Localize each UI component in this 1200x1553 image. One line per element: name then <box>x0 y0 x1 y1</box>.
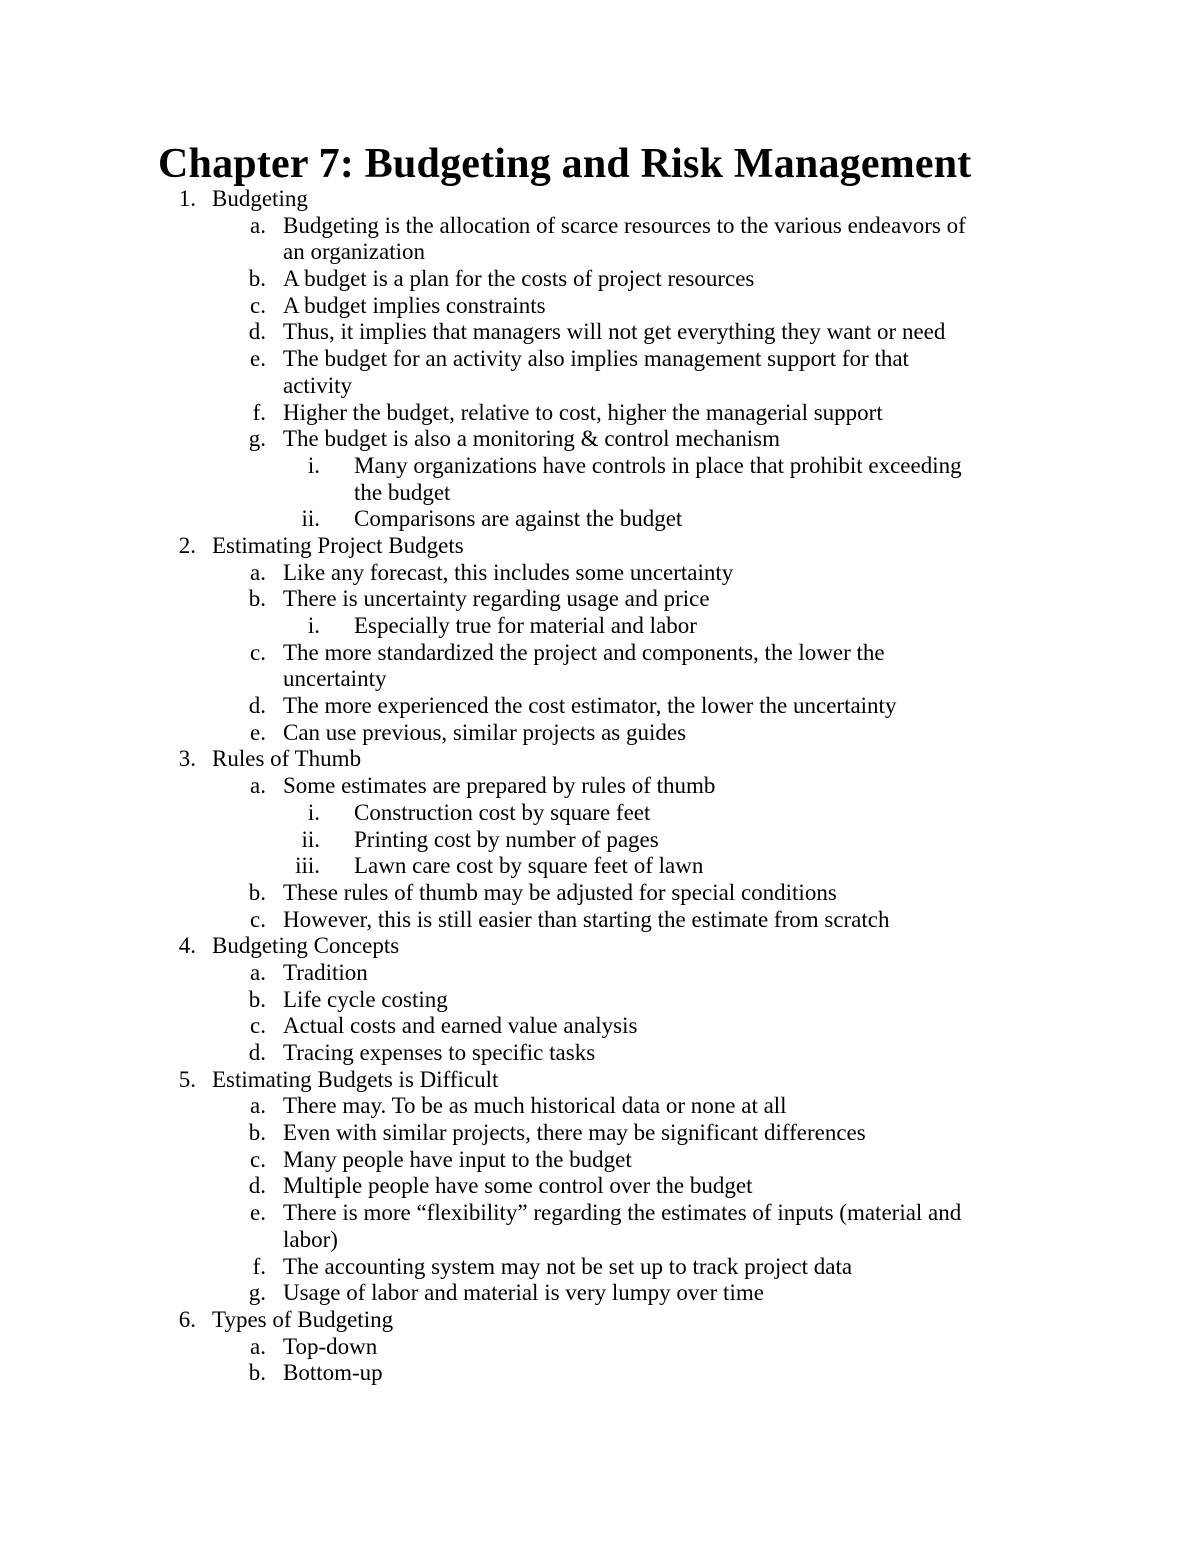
list-marker: 6. <box>178 1306 196 1332</box>
list-item-text: Budgeting Concepts <box>212 933 400 959</box>
outline-item-level-3 <box>0 453 1200 480</box>
list-item-text: Life cycle costing <box>283 986 448 1012</box>
outline-item-level-2 <box>0 266 1200 293</box>
outline-item-level-2 <box>0 773 1200 800</box>
list-item-text: the budget <box>354 479 451 505</box>
list-item-text: Tracing expenses to specific tasks <box>283 1040 596 1065</box>
outline-item-level-2 <box>0 586 1200 613</box>
list-item-text: Multiple people have some control over the budget <box>283 1173 753 1199</box>
list-item-text: Especially true for material and labor <box>354 613 697 638</box>
outline-item-level-2 <box>0 987 1200 1014</box>
list-marker: b. <box>248 1120 266 1146</box>
list-item-text: Printing cost by number of pages <box>354 826 659 852</box>
list-item-text: Usage of labor and material is very lumpy over time <box>283 1280 764 1306</box>
list-marker: i. <box>307 452 320 478</box>
list-item-text: Estimating Project Budgets <box>212 532 464 558</box>
outline-item-level-3 <box>0 827 1200 854</box>
outline-item-level-3 <box>0 480 1200 507</box>
outline-item-level-1 <box>0 933 1200 960</box>
list-item-text: Like any forecast, this includes some uncertainty <box>283 559 734 585</box>
list-marker: c. <box>250 292 266 318</box>
outline-item-level-2 <box>0 1254 1200 1281</box>
list-item-text: Estimating Budgets is Difficult <box>212 1066 499 1092</box>
outline-item-level-2 <box>0 373 1200 400</box>
outline-item-level-2 <box>0 400 1200 427</box>
list-marker: e. <box>250 1200 266 1226</box>
list-marker: d. <box>248 1173 266 1199</box>
list-marker: a. <box>250 1333 266 1359</box>
list-marker: c. <box>250 1146 266 1172</box>
list-marker: b. <box>248 879 266 905</box>
outline-item-level-2 <box>0 907 1200 934</box>
list-item-text: Some estimates are prepared by rules of thumb <box>283 773 716 799</box>
list-marker: b. <box>248 586 266 612</box>
list-marker: 2. <box>178 532 196 558</box>
outline-item-level-2 <box>0 666 1200 693</box>
list-item-text: Even with similar projects, there may be significant differences <box>283 1120 866 1146</box>
chapter-title: Chapter 7: Budgeting and Risk Management <box>158 141 972 187</box>
outline-item-level-2 <box>0 1040 1200 1067</box>
list-item-text: Rules of Thumb <box>212 746 362 772</box>
list-marker: 4. <box>178 933 196 959</box>
list-item-text: Many organizations have controls in place that prohibit exceeding <box>354 452 962 478</box>
outline-item-level-2 <box>0 560 1200 587</box>
list-marker: 1. <box>178 186 196 211</box>
list-item-text: The budget is also a monitoring & control mechanism <box>283 426 780 452</box>
list-item-text: Comparisons are against the budget <box>354 506 683 532</box>
list-marker: d. <box>248 1040 266 1065</box>
outline-item-level-2 <box>0 1120 1200 1147</box>
outline-item-level-1 <box>0 533 1200 560</box>
outline-item-level-2 <box>0 1200 1200 1227</box>
outline-item-level-3 <box>0 613 1200 640</box>
list-marker: ii. <box>301 826 320 852</box>
outline-item-level-2 <box>0 1093 1200 1120</box>
outline-item-level-1 <box>0 1067 1200 1094</box>
outline-item-level-2 <box>0 346 1200 373</box>
list-marker: a. <box>250 959 266 985</box>
list-item-text: activity <box>283 372 352 398</box>
list-item-text: Many people have input to the budget <box>283 1146 632 1172</box>
outline-item-level-2 <box>0 1280 1200 1307</box>
outline-item-level-2 <box>0 239 1200 266</box>
list-item-text: uncertainty <box>283 666 387 692</box>
list-marker: d. <box>248 319 266 345</box>
list-item-text: The budget for an activity also implies management support for that <box>283 346 909 372</box>
list-item-text: There may. To be as much historical data or none at all <box>283 1093 787 1119</box>
list-item-text: Thus, it implies that managers will not get everything they want or need <box>283 319 946 345</box>
outline-item-level-2 <box>0 1227 1200 1254</box>
list-marker: e. <box>250 719 266 745</box>
outline-item-level-2 <box>0 880 1200 907</box>
list-marker: e. <box>250 346 266 372</box>
list-marker: i. <box>307 799 320 825</box>
list-marker: c. <box>250 1013 266 1039</box>
list-item-text: Tradition <box>283 959 368 985</box>
list-marker: ii. <box>301 506 320 532</box>
outline-item-level-2 <box>0 319 1200 346</box>
outline-item-level-2 <box>0 1013 1200 1040</box>
list-marker: a. <box>250 559 266 585</box>
outline-item-level-2 <box>0 1147 1200 1174</box>
outline-item-level-3 <box>0 506 1200 533</box>
list-marker: c. <box>250 906 266 932</box>
outline-item-level-2 <box>0 213 1200 240</box>
list-marker: g. <box>248 1280 266 1306</box>
outline-item-level-1 <box>0 1307 1200 1334</box>
list-item-text: Higher the budget, relative to cost, higher the managerial support <box>283 399 883 425</box>
list-item-text: A budget implies constraints <box>283 292 546 318</box>
list-item-text: There is more “flexibility” regarding the estimates of inputs (material and <box>283 1200 962 1226</box>
list-item-text: These rules of thumb may be adjusted for special conditions <box>283 879 837 905</box>
list-item-text: labor) <box>283 1226 338 1252</box>
list-marker: b. <box>248 1360 266 1386</box>
outline-item-level-2 <box>0 693 1200 720</box>
list-item-text: The more standardized the project and components, the lower the <box>283 639 885 665</box>
list-item-text: Lawn care cost by square feet of lawn <box>354 853 704 879</box>
list-marker: i. <box>307 613 320 638</box>
list-marker: c. <box>250 639 266 665</box>
list-item-text: Budgeting is the allocation of scarce resources to the various endeavors of <box>283 212 966 238</box>
list-item-text: Actual costs and earned value analysis <box>283 1013 638 1039</box>
outline-item-level-2 <box>0 720 1200 747</box>
outline-item-level-2 <box>0 1334 1200 1361</box>
list-item-text: Can use previous, similar projects as guides <box>283 719 687 745</box>
outline-list <box>0 186 1200 1387</box>
outline-item-level-2 <box>0 1173 1200 1200</box>
list-item-text: Construction cost by square feet <box>354 799 651 825</box>
list-marker: f. <box>252 399 266 425</box>
list-marker: d. <box>248 693 266 719</box>
list-item-text: Types of Budgeting <box>212 1306 394 1332</box>
list-marker: a. <box>250 773 266 799</box>
outline-item-level-2 <box>0 640 1200 667</box>
list-marker: b. <box>248 266 266 292</box>
outline-item-level-2 <box>0 960 1200 987</box>
list-marker: g. <box>248 426 266 452</box>
list-marker: 3. <box>178 746 196 772</box>
outline-item-level-2 <box>0 426 1200 453</box>
outline-item-level-2 <box>0 293 1200 320</box>
list-item-text: Top-down <box>283 1333 378 1359</box>
list-marker: iii. <box>295 853 320 879</box>
list-marker: b. <box>248 986 266 1012</box>
list-marker: a. <box>250 1093 266 1119</box>
list-item-text: However, this is still easier than starting the estimate from scratch <box>283 906 890 932</box>
outline-item-level-1 <box>0 186 1200 213</box>
outline-item-level-3 <box>0 800 1200 827</box>
list-marker: f. <box>252 1253 266 1279</box>
list-item-text: A budget is a plan for the costs of project resources <box>283 266 755 292</box>
list-marker: 5. <box>178 1066 196 1092</box>
list-marker: a. <box>250 212 266 238</box>
list-item-text: Budgeting <box>212 186 308 211</box>
list-item-text: The accounting system may not be set up to track project data <box>283 1253 853 1279</box>
list-item-text: The more experienced the cost estimator, the lower the uncertainty <box>283 693 897 719</box>
list-item-text: an organization <box>283 239 425 265</box>
outline-item-level-1 <box>0 746 1200 773</box>
list-item-text: Bottom-up <box>283 1360 383 1386</box>
outline-item-level-3 <box>0 853 1200 880</box>
outline-item-level-2 <box>0 1360 1200 1387</box>
list-item-text: There is uncertainty regarding usage and price <box>283 586 710 612</box>
